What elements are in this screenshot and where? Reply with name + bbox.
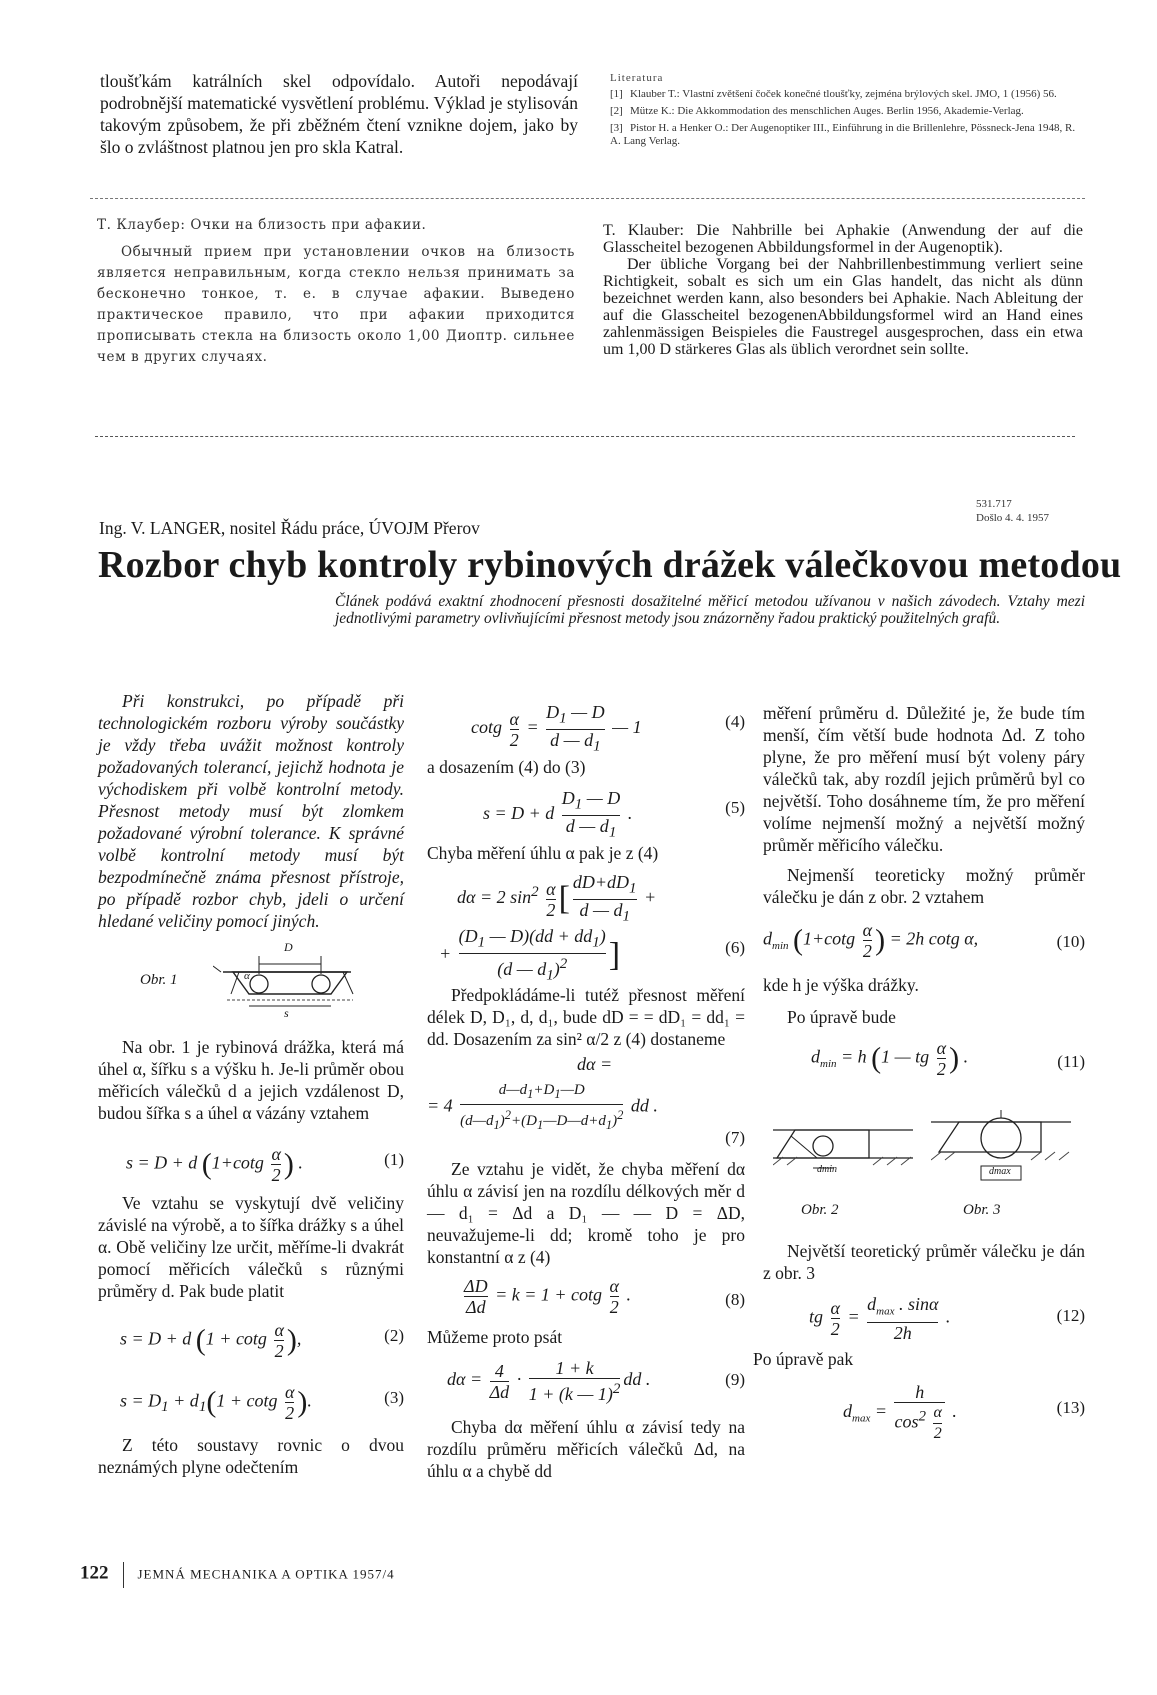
- col1-paragraph-3: Z této soustavy rovnic o dvou neznámých plyne odečtením: [98, 1435, 404, 1477]
- col2-paragraph-2: Chyba měření úhlu α pak je z (4): [427, 843, 659, 863]
- equation-12-number: (12): [1056, 1306, 1085, 1325]
- reference-1: [1] Klauber T.: Vlastní zvětšení čoček konečné tloušťky, zejména brýlových skel. JMO, 1 (1956) 56.: [610, 88, 1057, 100]
- figure-2-label: dmin: [817, 1164, 837, 1175]
- equation-2-number: (2): [384, 1326, 404, 1345]
- russian-summary: [97, 215, 575, 368]
- column-1: [98, 690, 404, 1478]
- equation-7: dα = = 4 $\frac{d—d_1+D_1—D}{(d—d_1)^2+(D_1—D—d+d_1)^2}$ dd . (7): [427, 1054, 745, 1147]
- literature-heading: Literatura: [610, 72, 664, 84]
- article-udc: 531.717 Došlo 4. 4. 1957: [976, 498, 1050, 524]
- german-summary: [603, 222, 1083, 358]
- footer-divider: [123, 1562, 124, 1588]
- german-summary-body: Der übliche Vorgang bei der Nahbrillenbestimmung verliert seine Richtigkeit, sobalt es sich um ein Glas handelt, das nicht als dünn bezeichnet werden kann, also besonders bei Aphakie. Nach Ableitung der auf die Glasscheitel bezogenenAbbildungsformel wird an Hand eines zahlenmässigen Beispieles die Faustregel ausgesprochen, dass ein etwa um 1,00 D stärkeres Glas als üblich verordnet sein sollte.: [603, 256, 1083, 358]
- german-summary-title: T. Klauber: Die Nahbrille bei Aphakie (Anwendung der auf die Glasscheitel bezogenen Abbildungsformel in der Augenoptik).: [603, 222, 1083, 256]
- figures-2-3: [763, 1110, 1085, 1240]
- col3-paragraph-4: Po úpravě bude: [787, 1007, 896, 1027]
- equation-3-number: (3): [384, 1388, 404, 1407]
- figure-1: [98, 940, 404, 1030]
- page-footer: [80, 1562, 395, 1588]
- equation-9-number: (9): [725, 1370, 745, 1389]
- article-author: Ing. V. LANGER, nositel Řádu práce, ÚVOJM Přerov: [99, 518, 480, 538]
- figure-1-label-s: s: [284, 1006, 289, 1020]
- figure-1-label-D: D: [284, 940, 293, 954]
- equation-5-number: (5): [725, 798, 745, 817]
- equation-11: $d_{min} = h$ (1 — tg $\frac{\alpha}{2}$ ) . (11): [811, 1038, 1085, 1079]
- divider-top: [90, 198, 1085, 199]
- equation-13-number: (13): [1056, 1398, 1085, 1417]
- equation-11-number: (11): [1057, 1052, 1085, 1071]
- top-left-paragraph: tloušťkám katrálních skel odpovídalo. Autoři nepodávají podrobnější matematické vysvětlení problému. Výklad je stylisován takovým způsobem, že při zběžném čtení vznikne dojem, jako by šlo o zvláštnost platnou jen pro skla Katral.: [100, 71, 578, 157]
- equation-1-number: (1): [384, 1150, 404, 1169]
- col1-paragraph-2: Ve vztahu se vyskytují dvě veličiny závislé na výrobě, a to šířka drážky s a úhel α. Obě veličiny lze určit, měříme-li dvakrát pomocí měřicích válečků s různými průměry d. Pak bude platit: [98, 1193, 404, 1301]
- figure-3-caption: Obr. 3: [963, 1202, 1001, 1218]
- equation-7-number: (7): [725, 1128, 745, 1147]
- journal-name: JEMNÁ MECHANIKA A OPTIKA 1957/4: [137, 1566, 395, 1582]
- literature-block: [610, 72, 1085, 148]
- equation-6-number: (6): [725, 938, 745, 957]
- col3-paragraph-2: Nejmenší teoreticky možný průměr válečku je dán z obr. 2 vztahem: [763, 865, 1085, 907]
- col2-paragraph-6: Chyba dα měření úhlu α závisí tedy na rozdílu průměru měřicích válečků Δd, na úhlu α a chybě dd: [427, 1417, 745, 1481]
- col2-paragraph-3: Předpokládáme-li tutéž přesnost měření délek D, D₁, d, d₁, bude dD = = dD₁ = dd₁ = dd. Dosazením za sin² α/2 z (4) dostaneme: [427, 985, 745, 1049]
- received-date: Došlo 4. 4. 1957: [976, 512, 1050, 524]
- russian-summary-title: Т. Клаубер: Очки на близость при афакии.: [97, 217, 427, 233]
- reference-2: [2] Mütze K.: Die Akkommodation des menschlichen Auges. Berlin 1956, Akademie-Verlag.: [610, 105, 1024, 117]
- russian-summary-body: Обычный прием при установлении очков на близость является неправильным, когда стекло нельзя принимать за бесконечно тонкое, т. е. в случае афакии. Выведено практическое правило, что при афакии приходится прописывать стекла на близость около 1,00 Диоптр. сильнее чем в других случаях.: [97, 244, 575, 365]
- figure-1-label-alpha: α: [244, 970, 250, 982]
- equation-10-number: (10): [1056, 932, 1085, 951]
- equation-2: s = D + d (1 + cotg $\frac{\alpha}{2}$ ), (2): [120, 1320, 404, 1361]
- column-3: [753, 702, 1085, 1456]
- equation-13: $d_{max}$ = h $\cos^2$ $\frac{\alpha}{2}$ . (13): [843, 1382, 1085, 1442]
- reference-3: [3] Pistor H. a Henker O.: Der Augenoptiker III., Einführung in die Brillenlehre, Pössneck-Jena 1948, R. A. Lang Verlag.: [610, 122, 1076, 147]
- col3-paragraph-3: kde h je výška drážky.: [763, 975, 919, 995]
- column-2: [427, 700, 745, 1482]
- col1-paragraph-1: Na obr. 1 je rybinová drážka, která má úhel α, šířku s a výšku h. Je-li průměr obou měřicích válečků d a jejich vzdálenost D, budou šířka s a úhel α vázány vztahem: [98, 1037, 404, 1123]
- intro-paragraph: Při konstrukci, po případě při technologickém rozboru výroby součástky je vždy třeba uvážit možnost kontroly požadovaných tolerancí, jejichž hodnota je východiskem při volbě kontrolní metody. Přesnost metody musí být zlomkem požadované výrobní tolerance. K správné volbě kontrolní metody musí být bezpodmínečně známa přesnost přístroje, po případě rozbor chyb, jdeli o určení hledané veličiny pomocí jiných.: [98, 691, 404, 931]
- equation-4: cotg $\frac{\alpha}{2}$ = $\frac{D_1 — D}{d — d_1}$ — 1 (4): [471, 702, 745, 755]
- article-title: Rozbor chyb kontroly rybinových drážek válečkovou metodou: [98, 544, 1122, 586]
- equation-9: dα = $\frac{4}{\Delta d}$ · $\frac{1 + k}{1 + (k — 1)^2}$ dd . (9): [447, 1358, 745, 1404]
- divider-middle: [95, 436, 1075, 437]
- equation-1: s = D + d (1+cotg $\frac{\alpha}{2}$ ) . (1): [126, 1144, 404, 1185]
- figure-2-caption: Obr. 2: [801, 1202, 839, 1218]
- col3-paragraph-6: Po úpravě pak: [753, 1349, 854, 1369]
- article-abstract: Článek podává exaktní zhodnocení přesnosti dosažitelné měřicí metodou užívanou v našich závodech. Vztahy mezi jednotlivými parametry ovlivňujícími přesnost metody jsou znázorněny řadou praktický použitelných grafů.: [335, 593, 1085, 627]
- equation-8-number: (8): [725, 1290, 745, 1309]
- col2-paragraph-4: Ze vztahu je vidět, že chyba měření dα úhlu α závisí jen na rozdílu délkových měr d — d₁ = Δd a D₁ — — D = ΔD, neuvažujeme-li dd; kromě toho je pro konstantní α z (4): [427, 1159, 745, 1267]
- col3-paragraph-1: měření průměru d. Důležité je, že bude tím menší, čím větší bude hodnota Δd. Z toho plyne, že pro měření musí být voleny páry válečků tak, aby rozdíl jejich průměrů byl co největší. Toho dosáhneme tím, že pro měření volíme nejmenší možný a největší možný průměr měřicího válečku.: [763, 703, 1085, 855]
- col3-paragraph-5: Největší teoretický průměr válečku je dán z obr. 3: [763, 1241, 1085, 1283]
- figure-3-label: dmax: [989, 1166, 1011, 1177]
- col2-paragraph-5: Můžeme proto psát: [427, 1327, 563, 1347]
- col2-paragraph-1: a dosazením (4) do (3): [427, 757, 586, 777]
- equation-8: $\frac{\Delta D}{\Delta d}$ = k = 1 + cotg $\frac{\alpha}{2}$ . (8): [464, 1276, 745, 1317]
- page-number: 122: [80, 1562, 109, 1584]
- equation-5: s = D + d $\frac{D_1 — D}{d — d_1}$ . (5): [483, 788, 745, 841]
- equation-10: $d_{min}$ (1+cotg $\frac{\alpha}{2}$ ) = 2h cotg α, (10): [763, 920, 1085, 961]
- equation-4-number: (4): [725, 712, 745, 731]
- figure-1-caption: Obr. 1: [140, 972, 178, 988]
- dovetail-diagram-3: [931, 1110, 1081, 1190]
- equation-12: tg $\frac{\alpha}{2}$ = $\frac{d_{max} . \sin\alpha}{2h}$ . (12): [809, 1294, 1085, 1343]
- equation-6: dα = 2 $\sin^2$ $\frac{\alpha}{2}$ [ $\frac{dD+dD_1}{d — d_1}$ + + $\frac{(D_1 — D)(dd + dd_1)}{(d — d_1)^2}$ ] (6): [439, 872, 745, 984]
- equation-3: $s = D_1 + d_1(1 + \cot g$ $\frac{\alpha}{2}$ ). (3): [120, 1382, 404, 1423]
- dovetail-diagram-2: [773, 1110, 923, 1190]
